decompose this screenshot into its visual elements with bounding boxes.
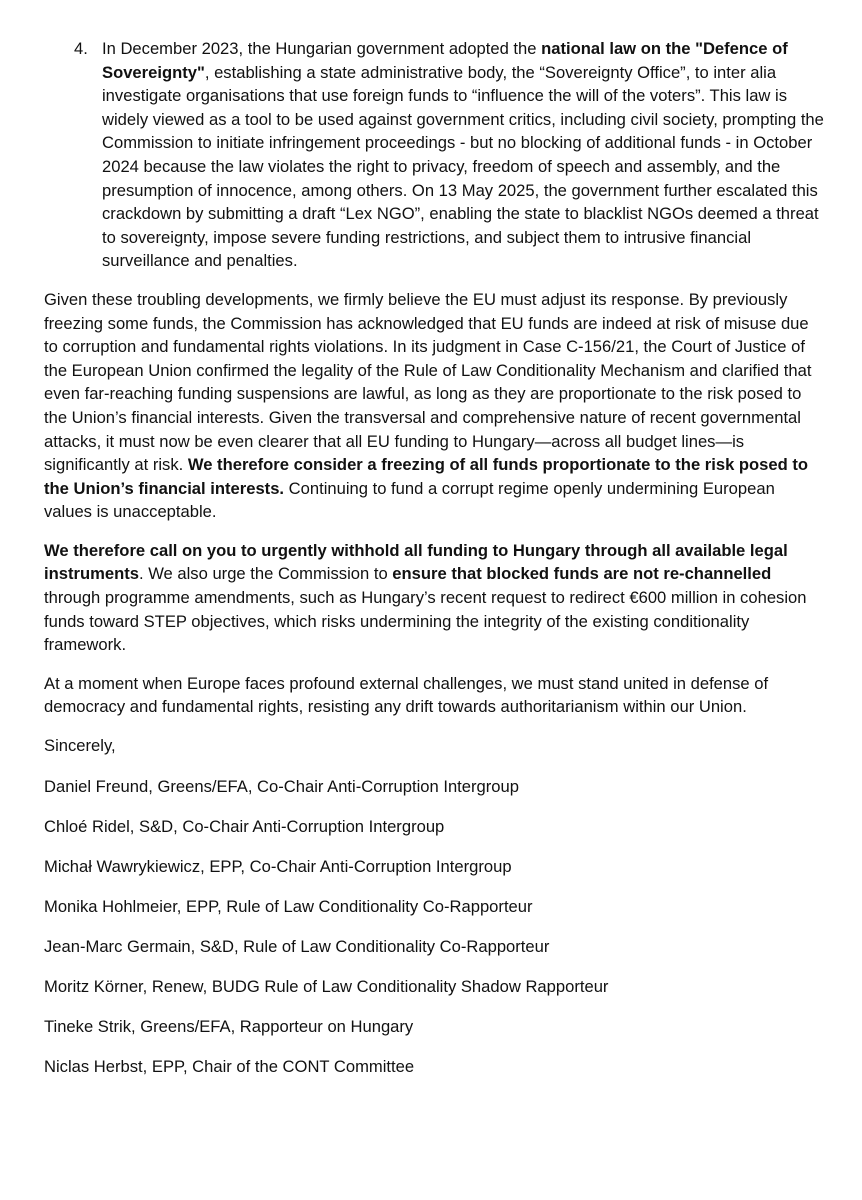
paragraph-unity [44,672,824,719]
letter-page [44,37,824,1095]
signatory-line: Monika Hohlmeier, EPP, Rule of Law Conditionality Co-Rapporteur [44,896,533,916]
signatory-list [44,775,824,1078]
signatory-line: Tineke Strik, Greens/EFA, Rapporteur on Hungary [44,1016,414,1036]
para2-bold-rechannel: ensure that blocked funds are not re-channelled [392,564,772,584]
item-number: 4. [74,39,88,58]
signatory-line: Daniel Freund, Greens/EFA, Co-Chair Anti-Corruption Intergroup [44,776,519,796]
signatory-line: Michał Wawrykiewicz, EPP, Co-Chair Anti-Corruption Intergroup [44,856,512,876]
closing-salutation: Sincerely, [44,736,116,756]
item4-bold-law: national law on the "Defence of Sovereignty" [102,39,788,82]
para2-text-2: through programme amendments, such as Hungary’s recent request to redirect €600 million in cohesion funds toward STEP objectives, which risks undermining the integrity of the existing conditionality framework. [44,588,807,655]
para2-bold-withhold: We therefore call on you to urgently withhold all funding to Hungary through all available legal instruments [44,540,788,584]
para1-text-1: Given these troubling developments, we firmly believe the EU must adjust its response. By previously freezing some funds, the Commission has acknowledged that EU funds are indeed at risk of misuse due to corruption and fundamental rights violations. In its judgment in Case C-156/21, the Court of Justice of the European Union confirmed the legality of the Rule of Law Conditionality Mechanism and clarified that even far-reaching funding suspensions are lawful, as long as they are proportionate to the risk posed to the Union’s financial interests. Given the transversal and comprehensive nature of recent governmental attacks, it must now be even clearer that all EU funding to Hungary—across all budget lines—is significantly at risk. [44,289,812,475]
item4-text-1: In December 2023, the Hungarian government adopted the [102,39,542,58]
signatory-line: Niclas Herbst, EPP, Chair of the CONT Committee [44,1056,415,1076]
item4-text-2: , establishing a state administrative body, the “Sovereignty Office”, to inter alia investigate organisations that use foreign funds to “influence the will of the voters”. This law is widely viewed as a tool to be used against government critics, including civil society, prompting the Commission to initiate infringement proceedings - but no blocking of additional funds - in October 2024 because the law violates the right to privacy, freedom of speech and assembly, and the presumption of innocence, among others. On 13 May 2025, the government further escalated this crackdown by submitting a draft “Lex NGO”, enabling the state to blacklist NGOs deemed a threat to sovereignty, impose severe funding restrictions, and subject them to intrusive financial surveillance and penalties. [102,62,824,271]
para1-text-2: Continuing to fund a corrupt regime openly undermining European values is unacceptable. [44,478,775,522]
para3-text: At a moment when Europe faces profound external challenges, we must stand united in defense of democracy and fundamental rights, resisting any drift towards authoritarianism within our Union. [44,673,769,717]
signatory-line: Jean-Marc Germain, S&D, Rule of Law Conditionality Co-Rapporteur [44,936,550,956]
paragraph-developments [44,288,824,524]
para2-text-1: . We also urge the Commission to [138,564,393,584]
signatory-line: Moritz Körner, Renew, BUDG Rule of Law Conditionality Shadow Rapporteur [44,976,609,996]
paragraph-call-to-action [44,539,824,657]
para1-bold-freezing: We therefore consider a freezing of all funds proportionate to the risk posed to the Union’s financial interests. [44,455,809,498]
signatory-line: Chloé Ridel, S&D, Co-Chair Anti-Corruption Intergroup [44,816,445,836]
numbered-item-4 [44,37,824,273]
